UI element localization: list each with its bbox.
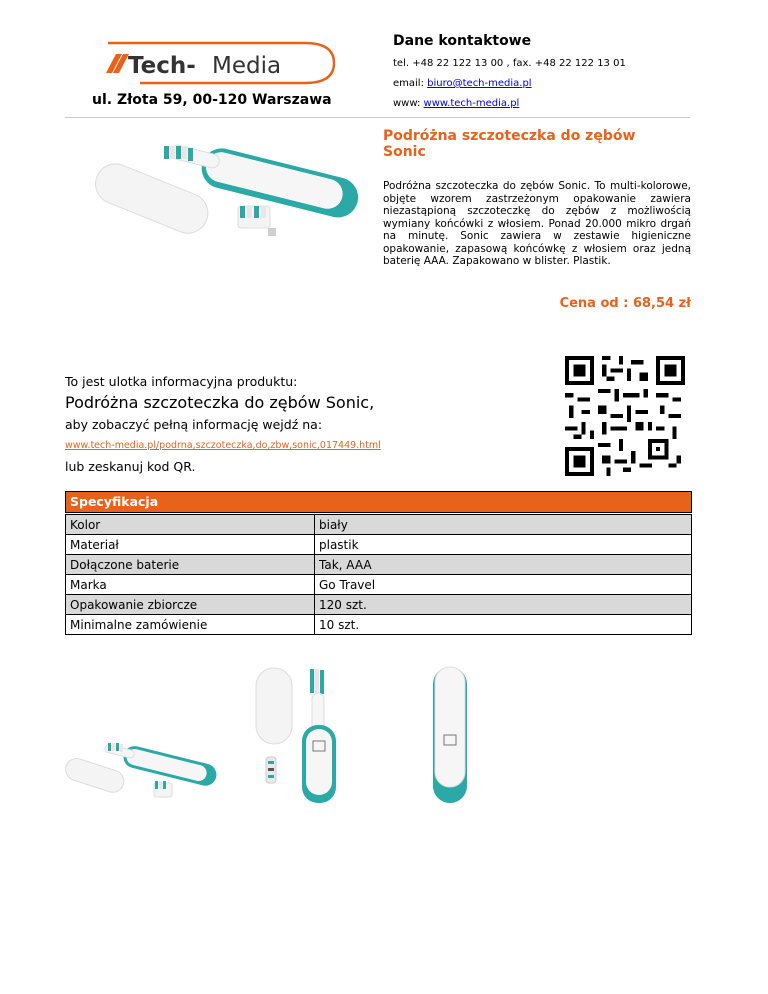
spec-value: 120 szt.	[315, 595, 692, 615]
spec-header: Specyfikacja	[65, 491, 692, 513]
contact-title: Dane kontaktowe	[393, 33, 532, 49]
spec-key: Marka	[66, 575, 315, 595]
spec-value: biały	[315, 515, 692, 535]
product-price: Cena od : 68,54 zł	[559, 296, 691, 311]
table-row	[66, 535, 692, 555]
product-image-main	[90, 130, 365, 248]
info-intro: To jest ulotka informacyjna produktu:	[65, 374, 298, 389]
table-row	[66, 515, 692, 535]
email-label: email:	[393, 78, 428, 89]
email-line	[393, 77, 626, 97]
product-url-link[interactable]: www.tech-media.pl/podrna,szczoteczka,do,zbw,sonic,017449.html	[65, 440, 381, 451]
contact-block	[393, 33, 626, 117]
table-row	[66, 555, 692, 575]
www-label: www:	[393, 98, 424, 109]
table-row	[66, 615, 692, 635]
spec-value: Go Travel	[315, 575, 692, 595]
www-line	[393, 97, 626, 117]
www-link[interactable]: www.tech-media.pl	[423, 98, 520, 109]
spec-table	[65, 514, 692, 635]
info-block	[65, 374, 525, 474]
product-image-gallery-2	[228, 665, 378, 805]
qr-code[interactable]	[561, 356, 689, 476]
spec-key: Dołączone baterie	[66, 555, 315, 575]
info-scan-qr: lub zeskanuj kod QR.	[65, 459, 196, 474]
spec-value: plastik	[315, 535, 692, 555]
header-divider	[65, 117, 690, 118]
email-link[interactable]: biuro@tech-media.pl	[427, 78, 532, 89]
spec-key: Opakowanie zbiorcze	[66, 595, 315, 615]
info-url-line	[65, 440, 525, 451]
spec-value: Tak, AAA	[315, 555, 692, 575]
product-description: Podróżna szczoteczka do zębów Sonic. To multi-kolorowe, objęte wzorem zastrzeżonym opakowanie zawiera niezastąpioną szczoteczkę do zębów z możliwością wymiany końcówki z włosiem. Ponad 20.000 mikro drgań na minutę. Sonic zawiera w zestawie higieniczne opakowanie, zapasową końcówkę z włosiem oraz jedną baterię AAA. Zapakowano w blister. Plastik.	[383, 180, 691, 267]
product-image-gallery-3	[405, 665, 505, 805]
spec-key: Materiał	[66, 535, 315, 555]
phone-fax-line: tel. +48 22 122 13 00 , fax. +48 22 122 13 01	[393, 58, 626, 69]
logo-text-tech: Tech-	[128, 53, 196, 79]
spec-key: Kolor	[66, 515, 315, 535]
info-product-name: Podróżna szczoteczka do zębów Sonic,	[65, 393, 375, 412]
company-address: ul. Złota 59, 00-120 Warszawa	[92, 92, 332, 108]
logo-text-media: Media	[212, 53, 282, 79]
tech-media-logo	[100, 40, 340, 86]
spec-value: 10 szt.	[315, 615, 692, 635]
product-title: Podróżna szczoteczka do zębów Sonic	[383, 128, 636, 160]
table-row	[66, 595, 692, 615]
product-image-gallery-1	[62, 737, 222, 807]
spec-key: Minimalne zamówienie	[66, 615, 315, 635]
table-row	[66, 575, 692, 595]
info-see-more: aby zobaczyć pełną informację wejdź na:	[65, 417, 323, 432]
